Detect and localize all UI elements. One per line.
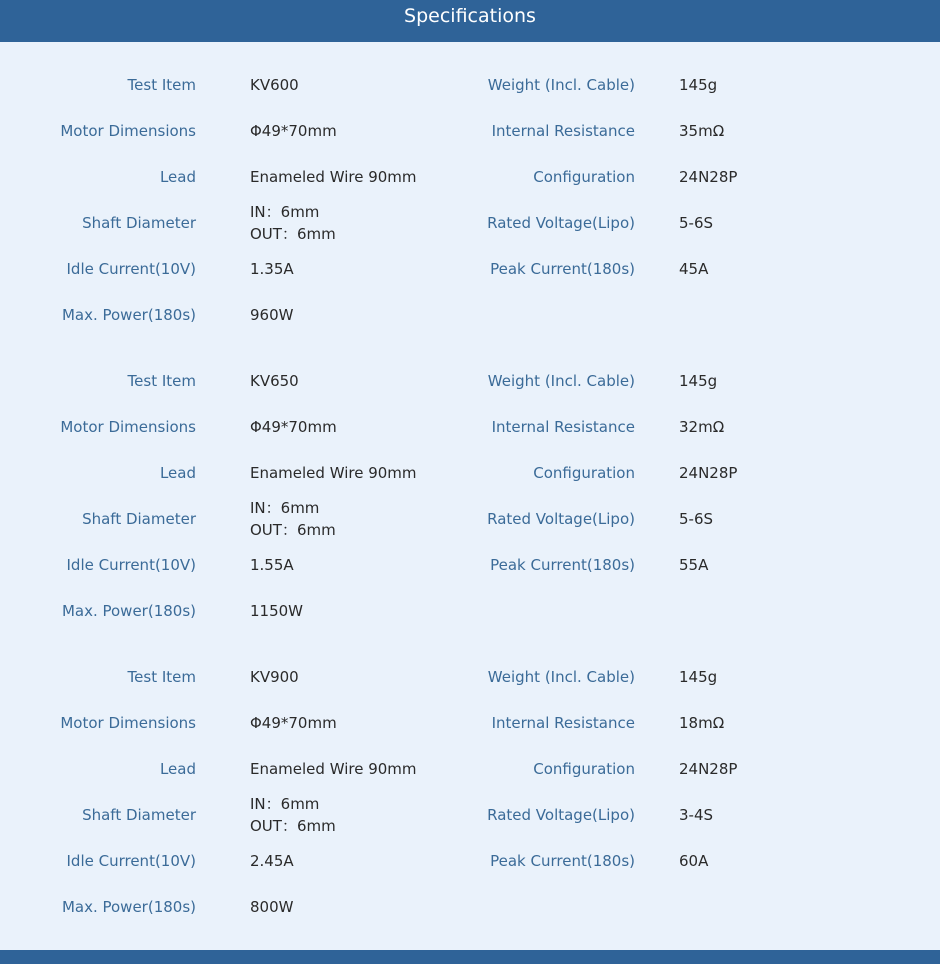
peak-current-value: 60A — [679, 852, 709, 870]
max-power-value: 800W — [250, 898, 294, 916]
idle-current-value: 2.45A — [250, 852, 294, 870]
peak-current-label: Peak Current(180s) — [490, 556, 635, 574]
motor-dimensions-label: Motor Dimensions — [60, 714, 196, 732]
configuration-label: Configuration — [533, 168, 635, 186]
rated-voltage-label: Rated Voltage(Lipo) — [487, 510, 635, 528]
internal-resistance-label: Internal Resistance — [491, 122, 635, 140]
max-power-value: 960W — [250, 306, 294, 324]
shaft-diameter-out: OUT：6mm — [250, 521, 336, 539]
internal-resistance-label: Internal Resistance — [491, 714, 635, 732]
peak-current-label: Peak Current(180s) — [490, 260, 635, 278]
idle-current-label: Idle Current(10V) — [66, 556, 196, 574]
lead-label: Lead — [159, 760, 196, 778]
rated-voltage-label: Rated Voltage(Lipo) — [487, 214, 635, 232]
weight-label: Weight (Incl. Cable) — [487, 372, 635, 390]
max-power-label: Max. Power(180s) — [61, 602, 196, 620]
internal-resistance-value: 35mΩ — [679, 122, 725, 140]
configuration-label: Configuration — [533, 760, 635, 778]
internal-resistance-label: Internal Resistance — [491, 418, 635, 436]
rated-voltage-value: 5-6S — [679, 510, 714, 528]
idle-current-label: Idle Current(10V) — [66, 852, 196, 870]
shaft-diameter-value — [250, 200, 470, 246]
lead-value: Enameled Wire 90mm — [250, 168, 417, 186]
shaft-diameter-out: OUT：6mm — [250, 817, 336, 835]
shaft-diameter-in: IN：6mm — [250, 203, 320, 221]
shaft-diameter-label: Shaft Diameter — [82, 510, 196, 528]
configuration-value: 24N28P — [679, 168, 738, 186]
idle-current-label: Idle Current(10V) — [66, 260, 196, 278]
rated-voltage-value: 3-4S — [679, 806, 714, 824]
lead-label: Lead — [159, 464, 196, 482]
weight-value: 145g — [679, 76, 718, 94]
shaft-diameter-label: Shaft Diameter — [82, 806, 196, 824]
idle-current-value: 1.35A — [250, 260, 294, 278]
peak-current-label: Peak Current(180s) — [490, 852, 635, 870]
lead-value: Enameled Wire 90mm — [250, 760, 417, 778]
test-item-value: KV900 — [250, 668, 299, 686]
test-item-label: Test Item — [127, 76, 196, 94]
peak-current-value: 55A — [679, 556, 709, 574]
motor-dimensions-label: Motor Dimensions — [60, 418, 196, 436]
test-item-value: KV600 — [250, 76, 299, 94]
test-item-label: Test Item — [127, 372, 196, 390]
motor-dimensions-value: Φ49*70mm — [250, 122, 337, 140]
page-footer-bar — [0, 950, 940, 964]
weight-label: Weight (Incl. Cable) — [487, 668, 635, 686]
test-item-label: Test Item — [127, 668, 196, 686]
lead-value: Enameled Wire 90mm — [250, 464, 417, 482]
shaft-diameter-in: IN：6mm — [250, 499, 320, 517]
configuration-value: 24N28P — [679, 760, 738, 778]
configuration-label: Configuration — [533, 464, 635, 482]
page-title: Specifications — [404, 5, 536, 27]
spec-block-2 — [0, 358, 940, 634]
test-item-value: KV650 — [250, 372, 299, 390]
idle-current-value: 1.55A — [250, 556, 294, 574]
shaft-diameter-label: Shaft Diameter — [82, 214, 196, 232]
configuration-value: 24N28P — [679, 464, 738, 482]
shaft-diameter-in: IN：6mm — [250, 795, 320, 813]
spec-block-3 — [0, 654, 940, 930]
weight-label: Weight (Incl. Cable) — [487, 76, 635, 94]
rated-voltage-label: Rated Voltage(Lipo) — [487, 806, 635, 824]
motor-dimensions-value: Φ49*70mm — [250, 418, 337, 436]
max-power-value: 1150W — [250, 602, 304, 620]
peak-current-value: 45A — [679, 260, 709, 278]
max-power-label: Max. Power(180s) — [61, 306, 196, 324]
weight-value: 145g — [679, 668, 718, 686]
lead-label: Lead — [159, 168, 196, 186]
internal-resistance-value: 32mΩ — [679, 418, 725, 436]
motor-dimensions-value: Φ49*70mm — [250, 714, 337, 732]
max-power-label: Max. Power(180s) — [61, 898, 196, 916]
internal-resistance-value: 18mΩ — [679, 714, 725, 732]
rated-voltage-value: 5-6S — [679, 214, 714, 232]
spec-block-1 — [0, 62, 940, 338]
shaft-diameter-out: OUT：6mm — [250, 225, 336, 243]
weight-value: 145g — [679, 372, 718, 390]
page-header — [0, 0, 940, 42]
shaft-diameter-value — [250, 792, 470, 838]
motor-dimensions-label: Motor Dimensions — [60, 122, 196, 140]
shaft-diameter-value — [250, 496, 470, 542]
